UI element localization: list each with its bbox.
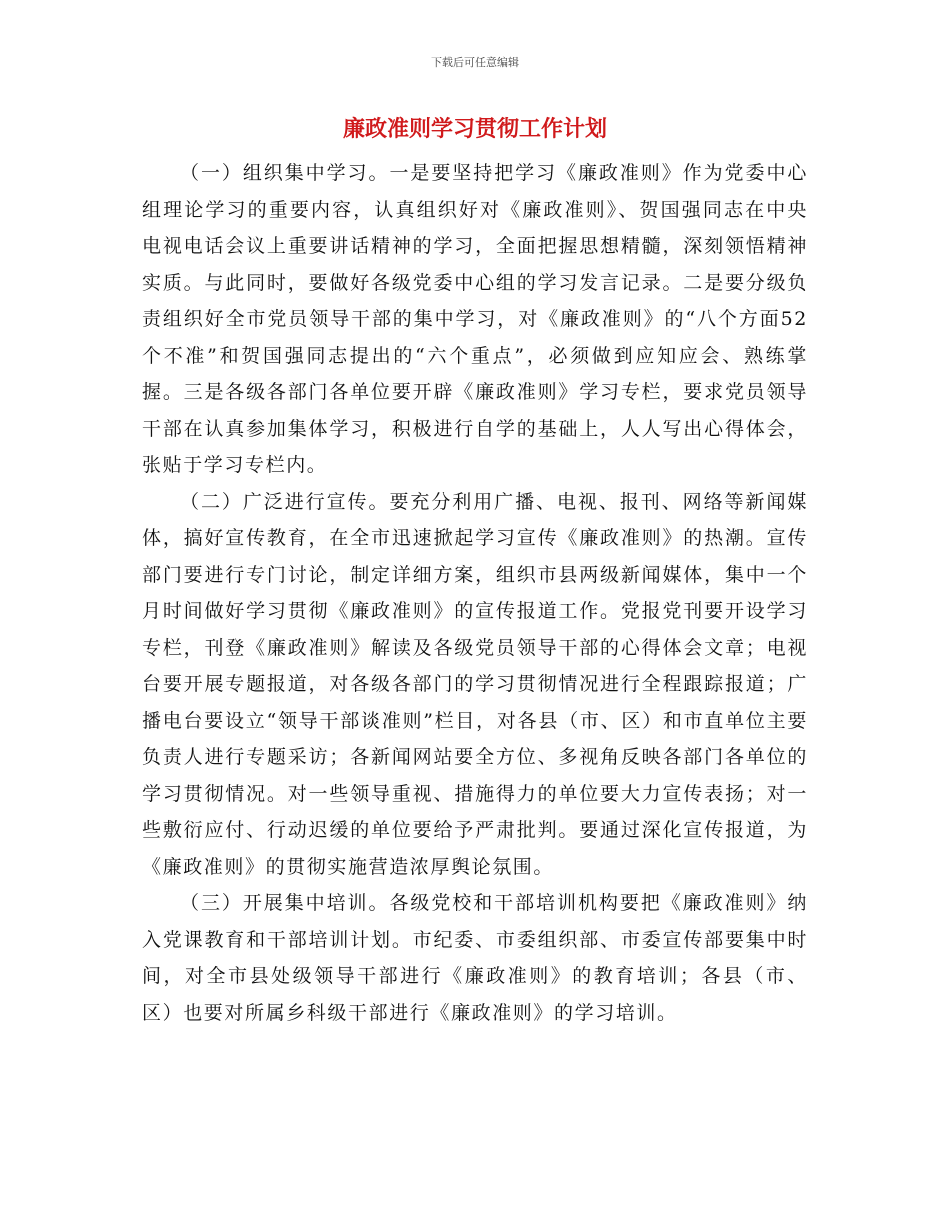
paragraph-3: （三）开展集中培训。各级党校和干部培训机构要把《廉政准则》纳入党课教育和干部培训计划。市纪委、市委组织部、市委宣传部要集中时间，对全市县处级领导干部进行《廉政准则》的教育培训；各县（市、区）也要对所属乡科级干部进行《廉政准则》的学习培训。 [142,892,808,1024]
page-title: 廉政准则学习贯彻工作计划 [342,117,607,142]
header-note: 下载后可任意编辑 [431,56,519,69]
paragraph-1: （一）组织集中学习。一是要坚持把学习《廉政准则》作为党委中心组理论学习的重要内容，认真组织好对《廉政准则》、贺国强同志在中央电视电话会议上重要讲话精神的学习，全面把握思想精髓，深刻领悟精神实质。与此同时，要做好各级党委中心组的学习发言记录。二是要分级负责组织好全市党员领导干部的集中学习，对《廉政准则》的“八个方面52个不准”和贺国强同志提出的“六个重点”，必须做到应知应会、熟练掌握。三是各级各部门各单位要开辟《廉政准则》学习专栏，要求党员领导干部在认真参加集体学习，积极进行自学的基础上，人人写出心得体会，张贴于学习专栏内。 [142,162,808,476]
paragraph-2: （二）广泛进行宣传。要充分利用广播、电视、报刊、网络等新闻媒体，搞好宣传教育，在全市迅速掀起学习宣传《廉政准则》的热潮。宣传部门要进行专门讨论，制定详细方案，组织市县两级新闻媒体，集中一个月时间做好学习贯彻《廉政准则》的宣传报道工作。党报党刊要开设学习专栏，刊登《廉政准则》解读及各级党员领导干部的心得体会文章；电视台要开展专题报道，对各级各部门的学习贯彻情况进行全程跟踪报道；广播电台要设立“领导干部谈准则”栏目，对各县（市、区）和市直单位主要负责人进行专题采访；各新闻网站要全方位、多视角反映各部门各单位的学习贯彻情况。对一些领导重视、措施得力的单位要大力宣传表扬；对一些敷衍应付、行动迟缓的单位要给予严肃批判。要通过深化宣传报道，为《廉政准则》的贯彻实施营造浓厚舆论氛围。 [142,490,808,878]
document-body [142,155,808,1031]
